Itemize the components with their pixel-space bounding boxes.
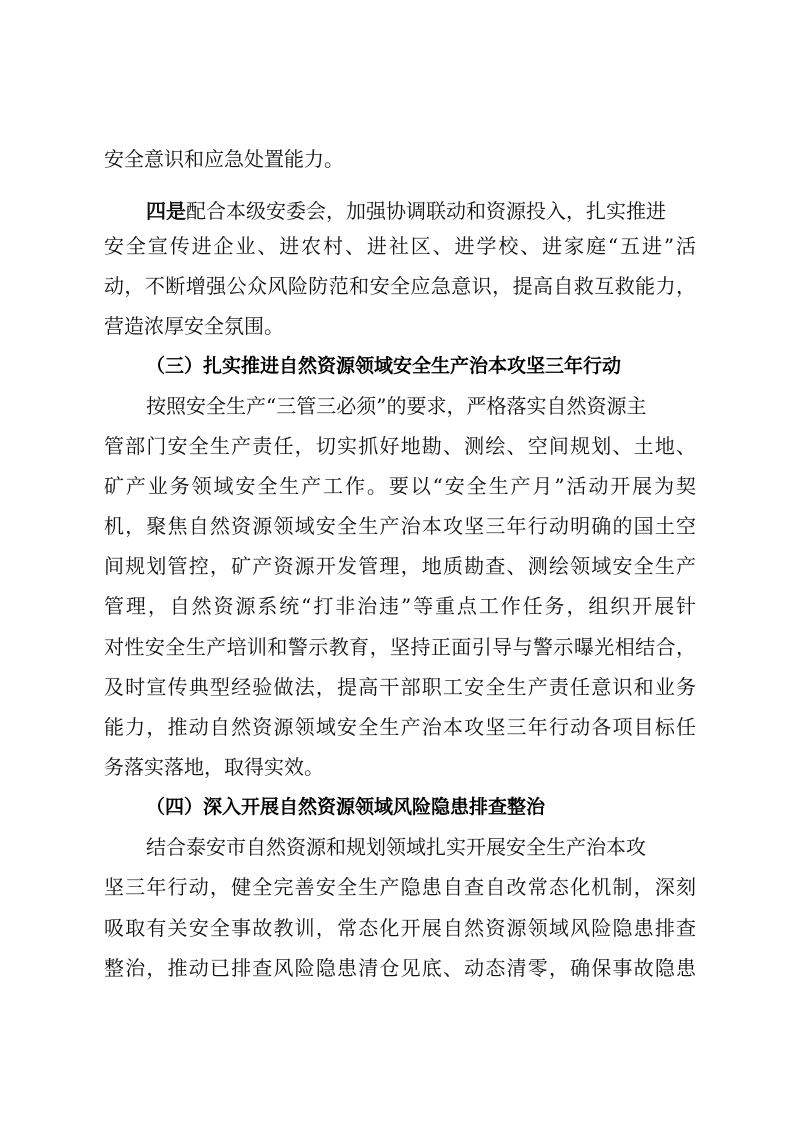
text-line: 吸取有关安全事故教训，常态化开展自然资源领域风险隐患排查 [104, 916, 696, 940]
text-line: 配合本级安委会，加强协调联动和资源投入，扎实推进 [186, 199, 666, 223]
text-line: 坚三年行动，健全完善安全生产隐患自查自改常态化机制，深刻 [104, 875, 696, 899]
text-line: 管理，自然资源系统“打非治违”等重点工作任务，组织开展针 [104, 594, 696, 618]
text-line: 按照安全生产“三管三必须”的要求，严格落实自然资源主 [146, 394, 647, 418]
text-line: 安全意识和应急处置能力。 [104, 147, 344, 171]
text-line: 管部门安全生产责任，切实抓好地勘、测绘、空间规划、土地、 [104, 434, 696, 458]
text-line: 矿产业务领域安全生产工作。要以“安全生产月”活动开展为契 [104, 474, 696, 498]
paragraph-lead-label: 四是 [146, 199, 186, 223]
text-line: 动，不断增强公众风险防范和安全应急意识，提高自救互救能力， [104, 274, 696, 298]
text-line: 务落实落地，取得实效。 [104, 755, 324, 779]
text-line: 结合泰安市自然资源和规划领域扎实开展安全生产治本攻 [146, 835, 646, 859]
text-line: 能力，推动自然资源领域安全生产治本攻坚三年行动各项目标任 [104, 715, 696, 739]
text-line: 整治，推动已排查风险隐患清仓见底、动态清零，确保事故隐患 [104, 956, 696, 980]
section-heading-three: （三）扎实推进自然资源领域安全生产治本攻坚三年行动 [146, 355, 622, 377]
text-line: 对性安全生产培训和警示教育，坚持正面引导与警示曝光相结合， [104, 635, 696, 659]
text-line: 及时宣传典型经验做法，提高干部职工安全生产责任意识和业务 [104, 675, 696, 699]
text-line: 营造浓厚安全氛围。 [104, 314, 284, 338]
text-line: 间规划管控，矿产资源开发管理，地质勘查、测绘领域安全生产 [104, 554, 696, 578]
paragraph-four-first-line [146, 199, 666, 223]
section-heading-four: （四）深入开展自然资源领域风险隐患排查整治 [146, 796, 546, 818]
text-line: 安全宣传进企业、进农村、进社区、进学校、进家庭“五进”活 [104, 234, 696, 258]
text-line: 机，聚焦自然资源领域安全生产治本攻坚三年行动明确的国土空 [104, 514, 696, 538]
